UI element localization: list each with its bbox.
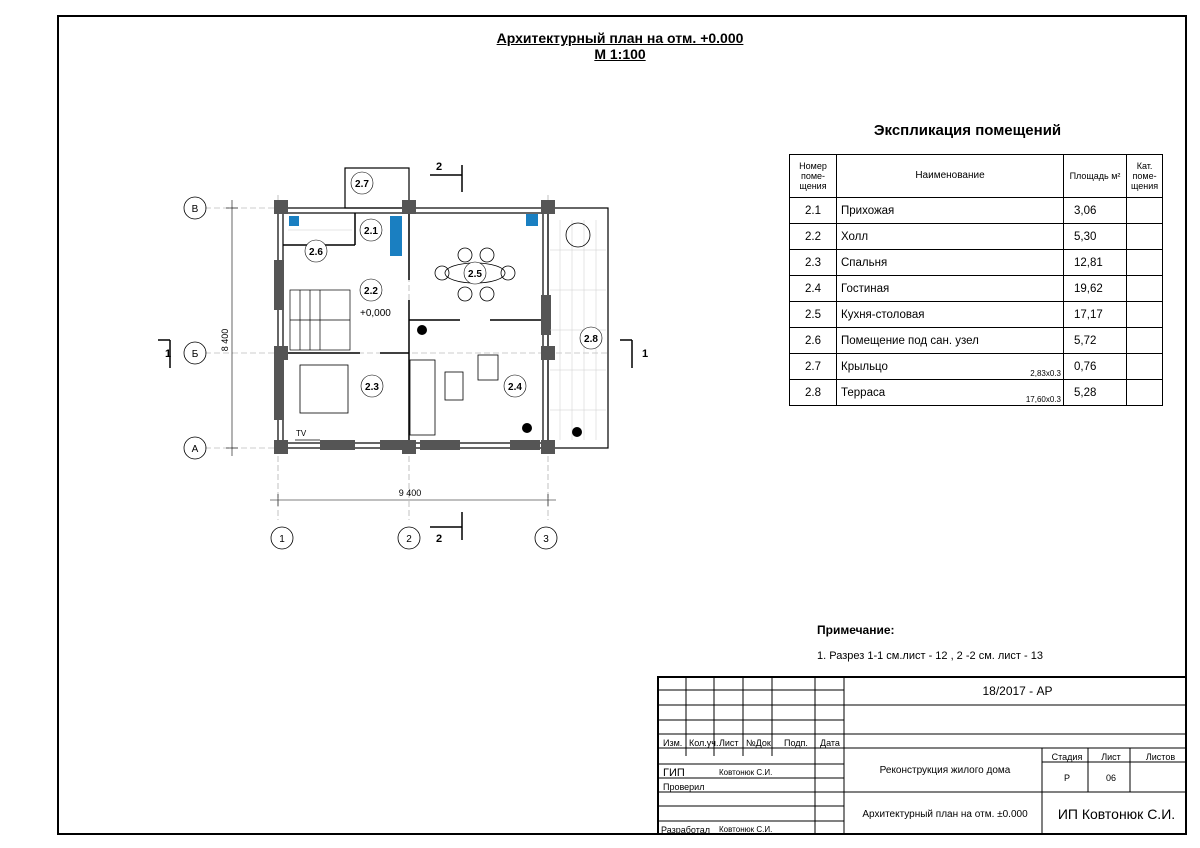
room-number: 2.3: [790, 250, 837, 276]
room-name: [837, 354, 1064, 380]
section-1-left: 1: [165, 348, 172, 360]
room-size-note: 2,83х0.3: [1030, 369, 1061, 378]
room-category: [1127, 250, 1163, 276]
table-row: [790, 250, 1163, 276]
col-doc: №Док.: [746, 738, 774, 748]
room-category: [1127, 276, 1163, 302]
room-area: 5,28: [1064, 380, 1127, 406]
axis-label: 2: [406, 534, 412, 545]
room-name-text: Терраса: [841, 386, 886, 399]
note-text: 1. Разрез 1-1 см.лист - 12 , 2 -2 см. лист - 13: [817, 650, 1043, 662]
room-area: 0,76: [1064, 354, 1127, 380]
project-code: 18/2017 - АР: [982, 684, 1053, 698]
explication-title: Экспликация помещений: [873, 122, 1062, 139]
sheet-value: 06: [1105, 773, 1116, 783]
room-name: [837, 224, 1064, 250]
room-name-text: Помещение под сан. узел: [841, 334, 979, 347]
table-header-row: [790, 155, 1163, 198]
room-label: 2.1: [364, 226, 378, 237]
floor-plan: [150, 150, 670, 560]
room-name-text: Прихожая: [841, 204, 895, 217]
axis-label: А: [191, 444, 199, 455]
room-name-text: Спальня: [841, 256, 888, 269]
room-label: 2.2: [364, 286, 378, 297]
name-gip: Ковтонюк С.И.: [719, 768, 773, 777]
room-number: 2.5: [790, 302, 837, 328]
sheet-header: Лист: [1101, 752, 1121, 762]
dim-horizontal: 9 400: [398, 488, 422, 498]
header-cat: Кат. поме-щения: [1127, 155, 1163, 198]
sheet-title: Архитектурный план на отм. ±0.000: [862, 809, 1028, 820]
room-number: 2.8: [790, 380, 837, 406]
col-data: Дата: [820, 738, 840, 748]
header-name: Наименование: [837, 155, 1064, 198]
room-category: [1127, 224, 1163, 250]
room-size-note: 17,60х0.3: [1025, 395, 1061, 404]
table-row: [790, 328, 1163, 354]
room-name: [837, 198, 1064, 224]
table-row: [790, 198, 1163, 224]
table-row: [790, 380, 1163, 406]
room-number: 2.6: [790, 328, 837, 354]
room-number: 2.4: [790, 276, 837, 302]
room-category: [1127, 198, 1163, 224]
room-name: [837, 328, 1064, 354]
explication-table: [789, 154, 1163, 406]
role-developed: Разработал: [661, 825, 710, 835]
room-number: 2.1: [790, 198, 837, 224]
col-list: Лист: [719, 738, 739, 748]
col-podp: Подп.: [784, 738, 808, 748]
room-number: 2.2: [790, 224, 837, 250]
company: ИП Ковтонюк С.И.: [1057, 806, 1176, 822]
room-label: 2.3: [365, 382, 379, 393]
table-row: [790, 276, 1163, 302]
room-category: [1127, 328, 1163, 354]
room-area: 19,62: [1064, 276, 1127, 302]
room-name-text: Кухня-столовая: [841, 308, 925, 321]
table-row: [790, 224, 1163, 250]
room-area: 5,72: [1064, 328, 1127, 354]
level-mark: +0,000: [360, 308, 391, 319]
role-gip: ГИП: [663, 767, 685, 779]
title-block: [657, 676, 1187, 835]
axis-label: В: [191, 204, 199, 215]
table-row: [790, 354, 1163, 380]
room-area: 5,30: [1064, 224, 1127, 250]
room-label: 2.4: [508, 382, 522, 393]
room-label: 2.7: [355, 179, 369, 190]
section-2-top: 2: [436, 161, 443, 173]
section-2-bottom: 2: [436, 533, 443, 545]
header-num: Номер поме-щения: [790, 155, 837, 198]
room-name: [837, 302, 1064, 328]
room-label: 2.8: [584, 334, 598, 345]
room-area: 3,06: [1064, 198, 1127, 224]
room-area: 17,17: [1064, 302, 1127, 328]
room-name-text: Холл: [841, 230, 869, 243]
note-heading: Примечание:: [817, 623, 895, 637]
room-name-text: Гостиная: [841, 282, 890, 295]
name-developed: Ковтонюк С.И.: [719, 825, 773, 834]
col-izm: Изм.: [663, 738, 683, 748]
room-name: [837, 276, 1064, 302]
stage-value: Р: [1063, 773, 1070, 783]
sheets-header: Листов: [1145, 752, 1176, 762]
room-name-text: Крыльцо: [841, 360, 888, 373]
axis-label: 3: [543, 534, 549, 545]
room-category: [1127, 354, 1163, 380]
room-label: 2.6: [309, 247, 323, 258]
title-line-1: Архитектурный план на отм. +0.000: [496, 30, 744, 46]
room-category: [1127, 302, 1163, 328]
header-area: Площадь м²: [1064, 155, 1127, 198]
table-row: [790, 302, 1163, 328]
section-1-right: 1: [642, 348, 649, 360]
axis-label: Б: [191, 349, 199, 360]
room-category: [1127, 380, 1163, 406]
room-label: 2.5: [468, 269, 482, 280]
dim-vertical: 8 400: [220, 328, 230, 352]
project-name: Реконструкция жилого дома: [879, 765, 1011, 776]
drawing-title: [470, 30, 770, 62]
room-name: [837, 250, 1064, 276]
stage-header: Стадия: [1051, 752, 1083, 762]
role-checked: Проверил: [663, 782, 705, 792]
title-scale: М 1:100: [594, 46, 646, 62]
room-name: [837, 380, 1064, 406]
tv-label: TV: [296, 429, 307, 438]
room-number: 2.7: [790, 354, 837, 380]
axis-label: 1: [279, 534, 285, 545]
col-kol: Кол.уч.: [689, 738, 719, 748]
room-area: 12,81: [1064, 250, 1127, 276]
